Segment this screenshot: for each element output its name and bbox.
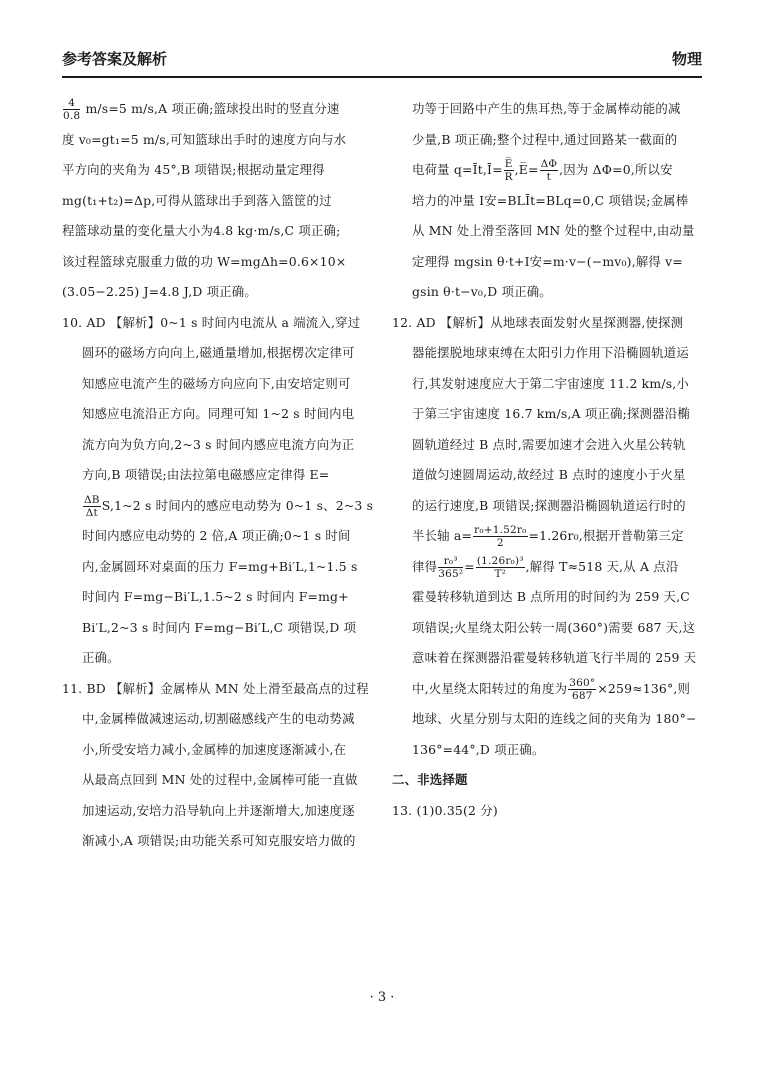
text-line: 内,金属圆环对桌面的压力 F=mg+Bi′L,1~1.5 s	[82, 558, 358, 574]
text-line: 时间内感应电动势的 2 倍,A 项正确;0~1 s 时间	[82, 528, 351, 543]
left-column	[62, 94, 377, 857]
fraction-denominator: Δt	[85, 506, 98, 519]
fraction-numerator: (1.26r₀)³	[476, 554, 524, 567]
fraction-denominator: 0.8	[63, 110, 81, 122]
text-segment: 电荷量 q=Īt,Ī=	[412, 162, 503, 177]
text-segment: ×259≈136°,则	[597, 680, 691, 696]
text-line: 圆环的磁场方向向上,磁通量增加,根据楞次定律可	[82, 345, 355, 360]
fraction-denominator: 687	[571, 689, 593, 702]
fraction-numerator: E̅	[504, 158, 513, 170]
text-segment: ,E̅=	[514, 162, 539, 177]
text-line	[392, 552, 707, 583]
header-title: 参考答案及解析	[62, 50, 168, 68]
text-line: 流方向为负方向,2~3 s 时间内感应电流方向为正	[82, 436, 355, 452]
text-segment: 半长轴 a=	[412, 528, 473, 543]
fraction-denominator: t	[546, 171, 552, 183]
text-line: 霍曼转移轨道到达 B 点所用的时间约为 259 天,C	[412, 589, 690, 604]
text-line: 从 MN 处上滑至落回 MN 处的整个过程中,由动量	[412, 223, 695, 238]
text-line: 136°=44°,D 项正确。	[412, 741, 545, 757]
text-segment: ,解得 T≈518 天,从 A 点沿	[525, 558, 679, 574]
text-line: 方向,B 项错误;由法拉第电磁感应定律得 E=	[82, 467, 330, 482]
text-line: 意味着在探测器沿霍曼转移轨道飞行半周的 259 天	[412, 650, 697, 665]
answer-11-head: 11. BD 【解析】金属棒从 MN 处上滑至最高点的过程	[62, 680, 369, 696]
fraction-denominator: T²	[494, 567, 507, 580]
fraction-numerator: r₀+1.52r₀	[474, 524, 527, 536]
header-subject: 物理	[671, 50, 702, 68]
fraction-numerator: 360°	[569, 676, 596, 689]
text-line	[392, 674, 707, 705]
text-segment: 律得	[412, 558, 438, 574]
text-line: 于第三宇宙速度 16.7 km/s,A 项正确;探测器沿椭	[412, 406, 690, 421]
answer-10-head: 10. AD 【解析】0~1 s 时间内电流从 a 端流入,穿过	[62, 314, 361, 330]
text-line: 渐减小,A 项错误;由功能关系可知克服安培力做的	[82, 833, 356, 848]
text-line: Bi′L,2~3 s 时间内 F=mg−Bi′L,C 项错误,D 项	[82, 619, 357, 635]
answer-12-head: 12. AD 【解析】从地球表面发射火星探测器,使探测	[392, 314, 684, 330]
page-header	[62, 42, 702, 78]
text-line	[392, 155, 707, 186]
text-segment: S,1~2 s 时间内的感应电动势为 0~1 s、2~3 s	[101, 497, 374, 513]
text-line: 圆轨道经过 B 点时,需要加速才会进入火星公转轨	[412, 436, 686, 452]
text-line: gsin θ·t−v₀,D 项正确。	[412, 284, 552, 299]
text-segment: m/s=5 m/s,A 项正确;篮球投出时的竖直分速	[81, 101, 340, 116]
text-line: 小,所受安培力减小,金属棒的加速度逐渐减小,在	[82, 741, 347, 757]
fraction-numerator: 4	[63, 97, 80, 110]
text-line: (3.05−2.25) J=4.8 J,D 项正确。	[62, 284, 257, 299]
fraction	[540, 158, 559, 183]
text-line	[62, 491, 377, 522]
text-line: 中,金属棒做减速运动,切割磁感线产生的电动势减	[82, 711, 355, 726]
right-column	[392, 94, 707, 826]
text-segment: ,因为 ΔΦ=0,所以安	[559, 162, 673, 177]
text-line: 项错误;火星绕太阳公转一周(360°)需要 687 天,这	[412, 619, 696, 635]
text-line: 从最高点回到 MN 处的过程中,金属棒可能一直做	[82, 772, 358, 787]
text-line: 少量,B 项正确;整个过程中,通过回路某一截面的	[412, 131, 678, 147]
text-line: mg(t₁+t₂)=Δp,可得从篮球出手到落入篮筐的过	[62, 192, 332, 208]
fraction-denominator: R	[504, 171, 513, 183]
text-segment: 中,火星绕太阳转过的角度为	[412, 680, 568, 696]
text-line: 道做匀速圆周运动,故经过 B 点时的速度小于火星	[412, 467, 686, 482]
text-segment: =	[464, 558, 475, 574]
fraction	[504, 158, 514, 183]
text-line: 度 v₀=gt₁=5 m/s,可知篮球出手时的速度方向与水	[62, 131, 347, 147]
text-line: 平方向的夹角为 45°,B 项错误;根据动量定理得	[62, 162, 325, 177]
text-line: 知感应电流沿正方向。同理可知 1~2 s 时间内电	[82, 406, 355, 421]
fraction-denominator: 2	[496, 537, 504, 549]
text-line: 的运行速度,B 项错误;探测器沿椭圆轨道运行时的	[412, 497, 686, 513]
fraction	[438, 555, 463, 580]
fraction-numerator: r₀³	[438, 555, 463, 568]
text-line: 时间内 F=mg−Bi′L,1.5~2 s 时间内 F=mg+	[82, 589, 349, 604]
fraction-numerator: ΔΦ	[540, 158, 558, 170]
text-line	[392, 521, 707, 552]
fraction	[83, 494, 101, 519]
text-line	[62, 94, 377, 125]
text-line: 地球、火星分别与太阳的连线之间的夹角为 180°−	[412, 711, 697, 726]
fraction	[568, 677, 596, 702]
text-line: 加速运动,安培力沿导轨向上并逐渐增大,加速度逐	[82, 802, 355, 818]
answer-13: 13. (1)0.35(2 分)	[392, 802, 498, 818]
text-line: 行,其发射速度应大于第二宇宙速度 11.2 km/s,小	[412, 375, 689, 391]
text-line: 正确。	[82, 650, 120, 665]
text-line: 程篮球动量的变化量大小为4.8 kg·m/s,C 项正确;	[62, 223, 341, 238]
fraction-numerator: ΔB	[84, 493, 100, 506]
page-number: · 3 ·	[369, 990, 395, 1005]
section-heading: 二、非选择题	[392, 772, 468, 787]
fraction	[63, 97, 80, 122]
text-line: 功等于回路中产生的焦耳热,等于金属棒动能的减	[412, 101, 681, 116]
text-line: 定理得 mgsin θ·t+I安=m·v−(−mv₀),解得 v=	[412, 253, 683, 269]
text-line: 器能摆脱地球束缚在太阳引力作用下沿椭圆轨道运	[412, 345, 689, 360]
text-line: 知感应电流产生的磁场方向应向下,由安培定则可	[82, 375, 351, 391]
fraction	[476, 555, 525, 580]
fraction	[473, 524, 527, 549]
text-line: 该过程篮球克服重力做的功 W=mgΔh=0.6×10×	[62, 253, 347, 269]
fraction-denominator: 365²	[438, 567, 464, 580]
text-line: 培力的冲量 I安=BLĪt=BLq=0,C 项错误;金属棒	[412, 192, 689, 208]
text-segment: =1.26r₀,根据开普勒第三定	[528, 528, 684, 543]
